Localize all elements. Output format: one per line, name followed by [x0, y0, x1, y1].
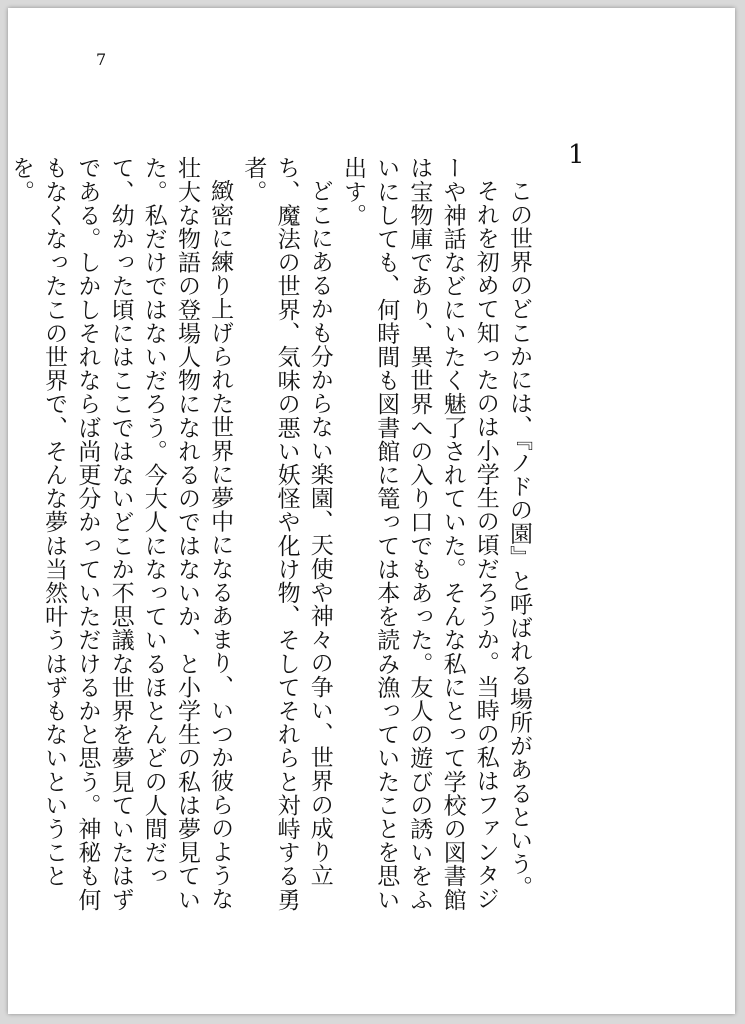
chapter-number: 1	[568, 140, 585, 170]
paragraph-2: それを初めて知ったのは小学生の頃だろうか。当時の私はファンタジーや神話などにいたく魅了されていた。そんな私にとって学校の図書館は宝物庫であり、異世界への入り口でもあった。友人の遊びの誘いをふいにしても、何時間も図書館に篭っては本を読み漁っていたことを思い出す。	[339, 156, 499, 912]
paragraph-1: この世界のどこかには、『ノドの園』と呼ばれる場所があるという。	[506, 179, 532, 900]
paragraph-3: どこにあるかも分からない楽園、天使や神々の争い、世界の成り立ち、魔法の世界、気味の悪い妖怪や化け物、そしてそれらと対峙する勇者。	[240, 156, 333, 912]
paragraph-4: 緻密に練り上げられた世界に夢中になるあまり、いつか彼らのような壮大な物語の登場人物になれるのではないか、と小学生の私は夢見ていた。私だけではないだろう。今大人になっているほとんどの人間だって、幼かった頃にはここではないどこか不思議な世界を夢見ていたはずである。しかしそれならば尚更分かっていただけるかと思う。神秘も何もなくなったこの世界で、そんな夢は当然叶うはずもないということを。	[8, 156, 234, 912]
body-text	[8, 156, 535, 916]
page-number: 7	[96, 50, 107, 69]
book-page	[8, 8, 735, 1014]
